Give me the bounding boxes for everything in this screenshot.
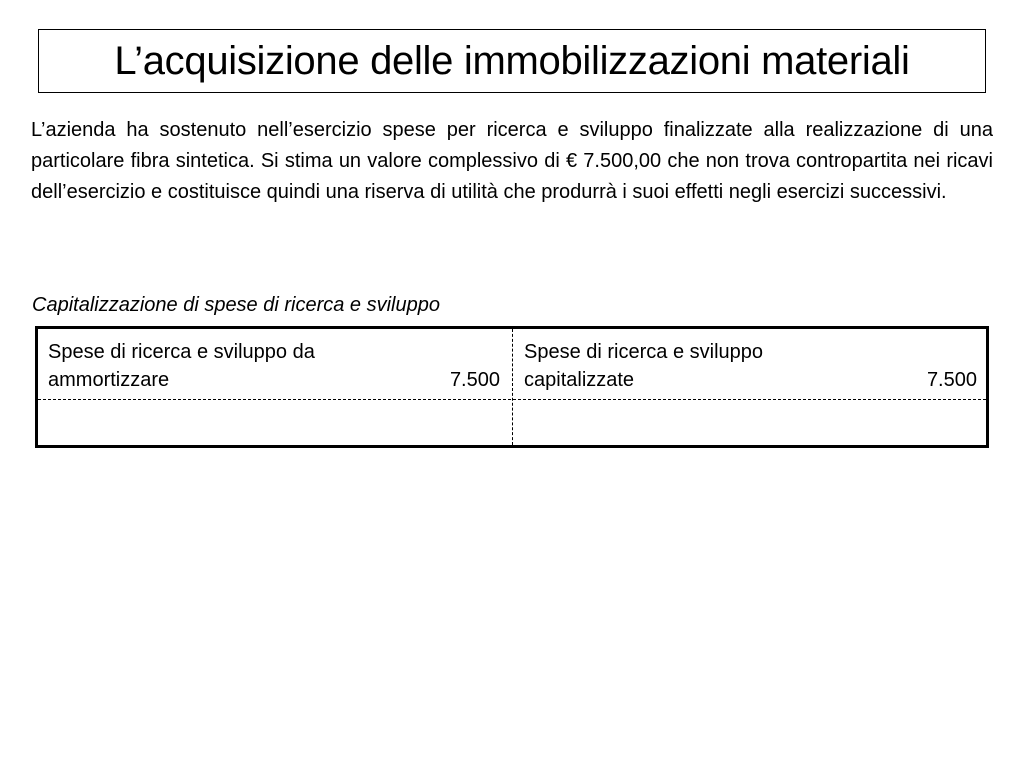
credit-account-line1: Spese di ricerca e sviluppo	[524, 341, 764, 363]
journal-entry-table	[35, 326, 989, 448]
title-box	[38, 29, 986, 93]
debit-amount: 7.500	[449, 369, 500, 391]
debit-entry	[48, 338, 500, 394]
debit-account-line1: Spese di ricerca e sviluppo da	[48, 341, 315, 363]
column-divider	[512, 329, 513, 445]
credit-account-line2: capitalizzate	[524, 369, 635, 391]
credit-amount: 7.500	[926, 369, 977, 391]
debit-account-line2: ammortizzare	[48, 369, 170, 391]
page-title: L’acquisizione delle immobilizzazioni materiali	[114, 38, 910, 83]
credit-entry	[524, 338, 977, 394]
row-divider	[38, 399, 986, 400]
debit-account-row	[48, 366, 500, 394]
intro-paragraph: L’azienda ha sostenuto nell’esercizio spese per ricerca e sviluppo finalizzate alla realizzazione di una particolare fibra sintetica. Si stima un valore complessivo di € 7.500,00 che non trova contropartita nei ricavi dell’esercizio e costituisce quindi una riserva di utilità che produrrà i suoi effetti negli esercizi successivi.	[31, 119, 993, 203]
entry-title: Capitalizzazione di spese di ricerca e sviluppo	[32, 294, 440, 316]
credit-account-row	[524, 366, 977, 394]
